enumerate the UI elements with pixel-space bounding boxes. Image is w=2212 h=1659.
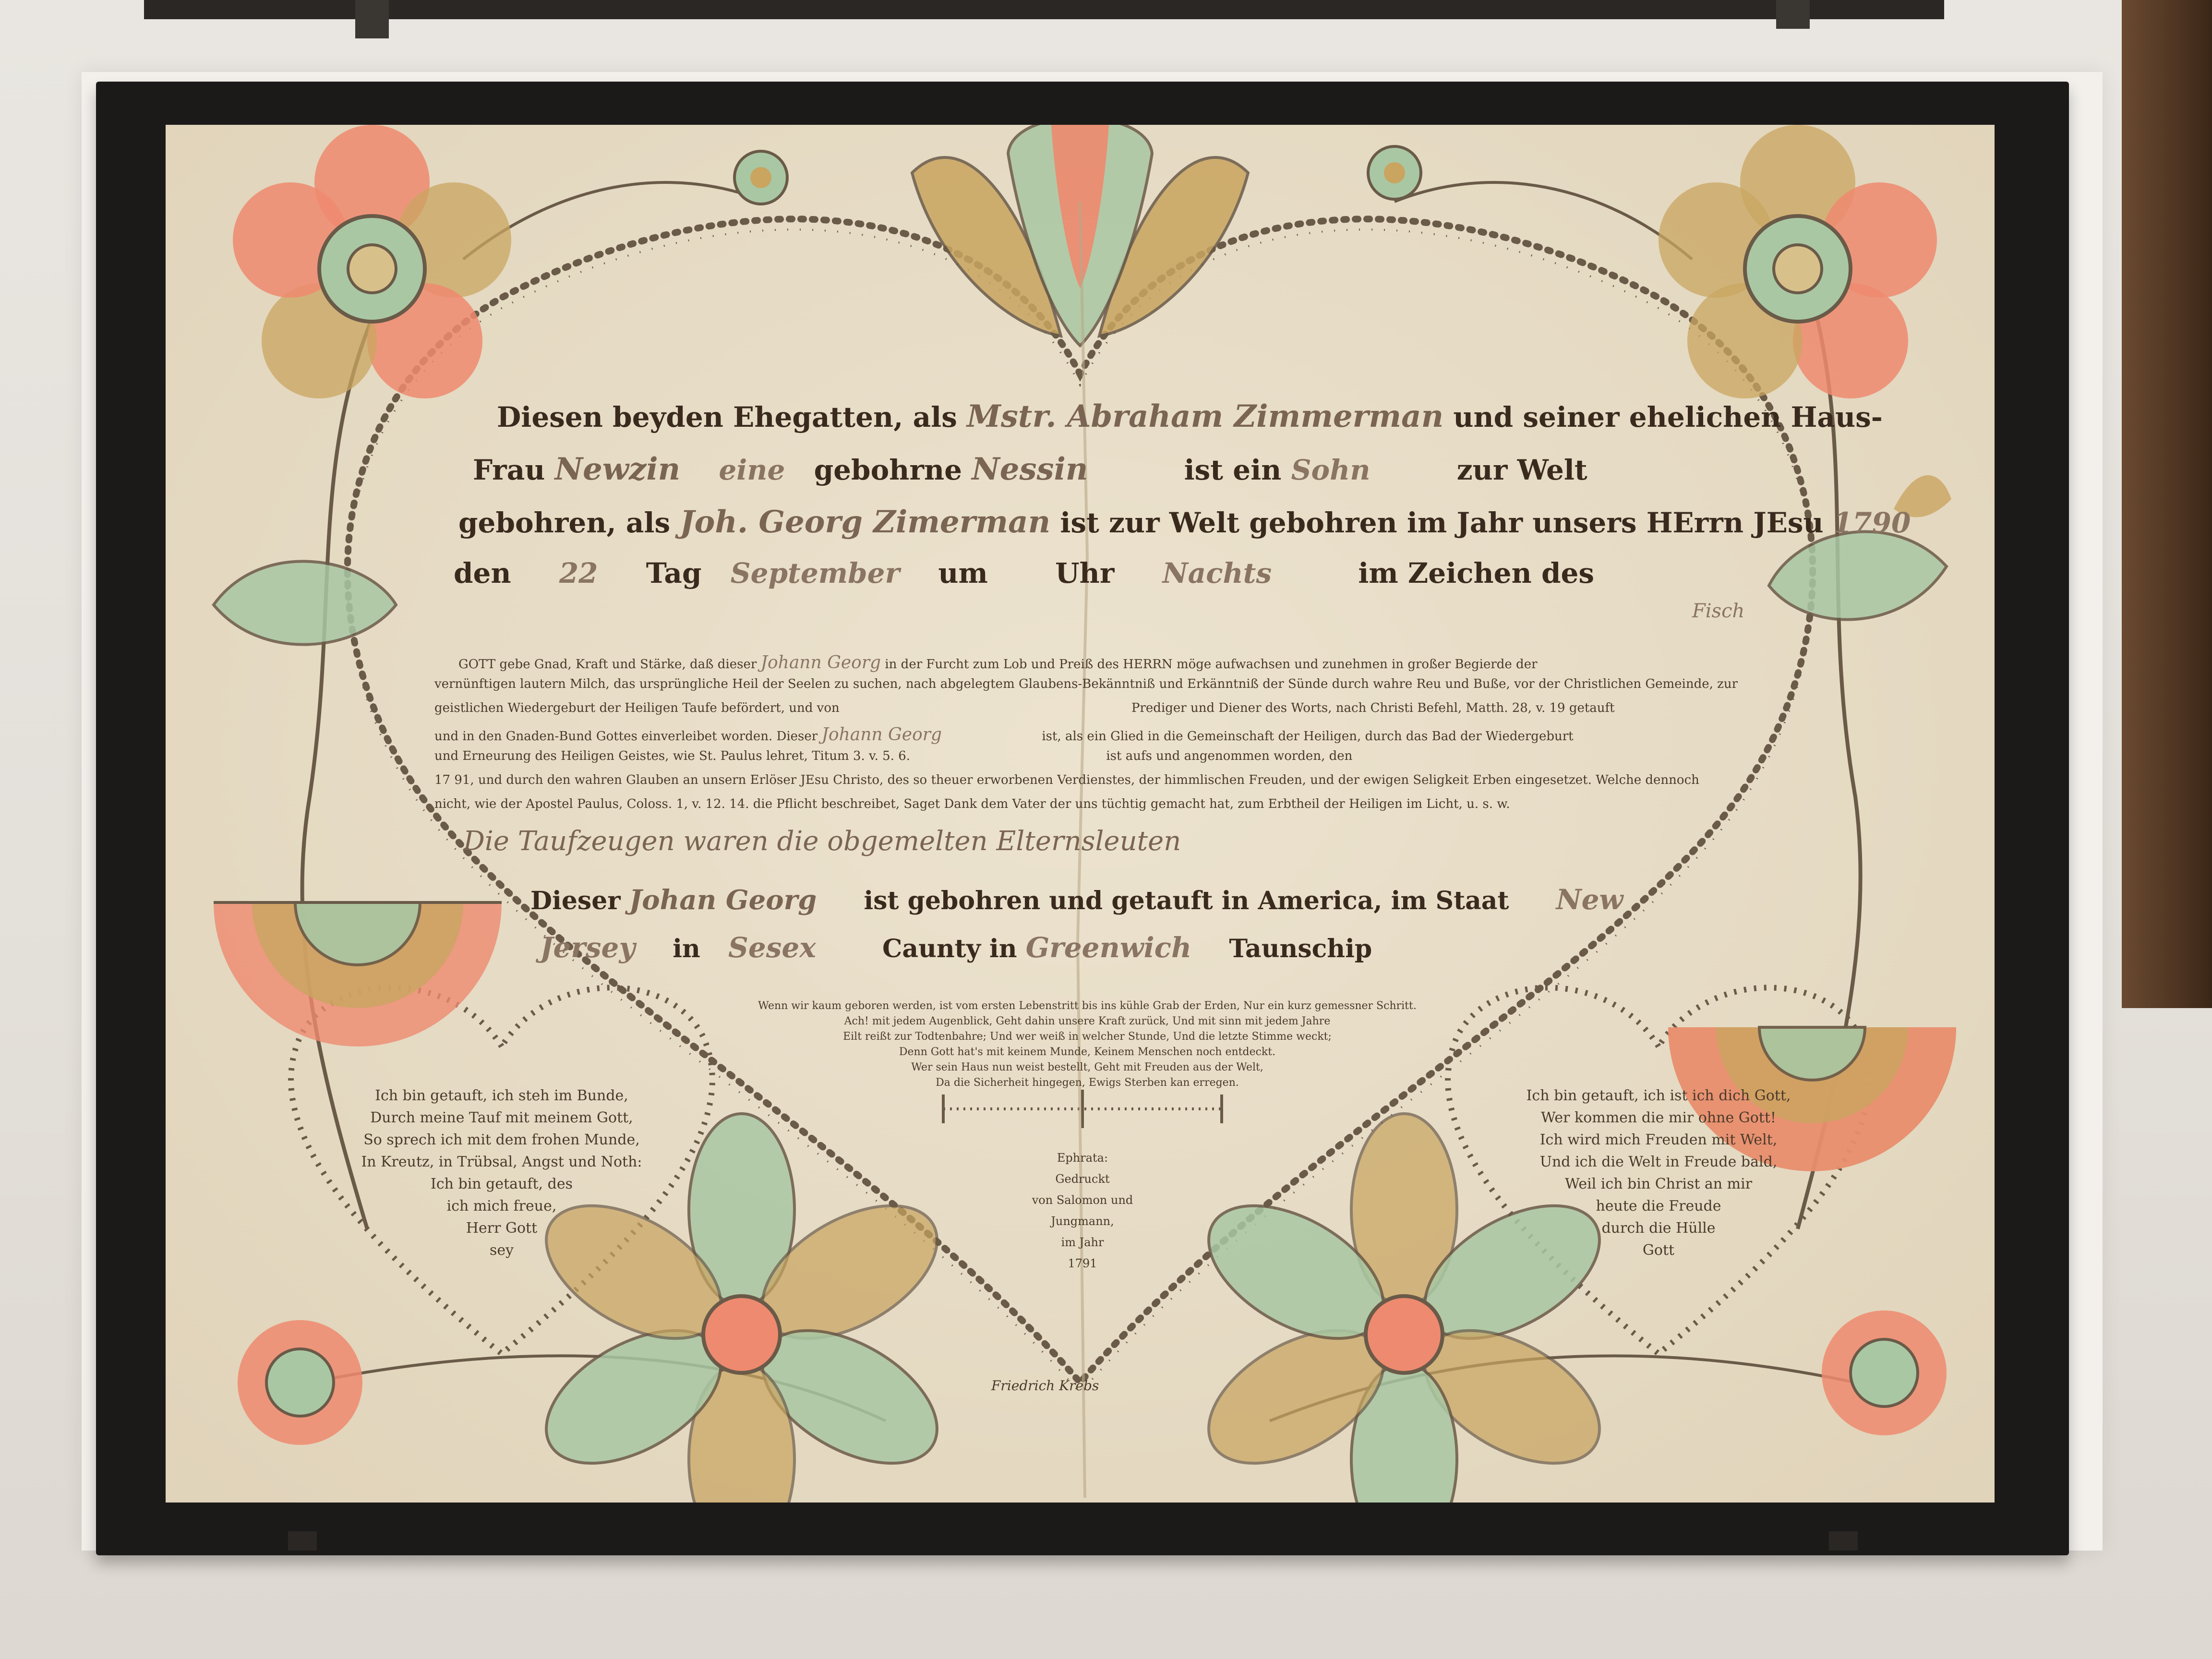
artist-signature: Friedrich Krebs [991,1378,1099,1394]
body-text: GOTT gebe Gnad, Kraft und Stärke, daß dieser Johann Georg in der Furcht zum Lob und Preiß des HERRN möge aufwachsen und zunehmen in großer Begierde der [458,653,1538,673]
body-text: 17 91, und durch den wahren Glauben an unsern Erlöser JEsu Christo, des so theuer erworbenen Verdienstes, der himmlischen Freuden, und der ewigen Seligkeit Erben eingesetzet. Welche dennoch [434,773,1699,787]
vine-top-right [1395,182,1692,259]
body-text: und Erneurung des Heiligen Geistes, wie St. Paulus lehret, Titum 3. v. 5. 6. ist aufs und angenommen worden, den [434,749,1353,763]
hanging-clip [355,0,389,38]
fan-flower-left [214,902,502,1046]
adjacent-frame-top [144,0,1944,19]
corner-flower-left [238,1320,362,1445]
right-heart-poem: Ich bin getauft, ich ist ich dich Gott, Wer kommen die mir ohne Gott! Ich wird mich Freuden mit Welt, Und ich die Welt in Freude bald, Weil ich bin Christ an mir heute die Freude durch die Hülle Gott [1526,1087,1791,1259]
leaf-left [214,561,396,644]
body-text: nicht, wie der Apostel Paulus, Coloss. 1, v. 12. 14. die Pflicht beschreibet, Saget Dank dem Vater der uns tüchtig gemacht hat, zum Erbtheil der Heiligen im Licht, u. s. w. [434,797,1510,811]
body-text: vernünftigen lautern Milch, das ursprüngliche Heil der Seelen zu suchen, nach abgelegtem Glaubens-Bekänntniß und Erkänntniß der Sünde durch wahre Reu und Buße, vor der Christlichen Gemeinde, zur [434,677,1738,691]
place-text: Jersey in Sesex Caunty in Greenwich Taunschip [540,931,1372,964]
leaf-right [1769,532,1947,620]
rosette-top-left [233,125,511,398]
heading-text: den 22 Tag September um Uhr Nachts im Zeichen des [454,557,1595,589]
hanging-clip [1776,0,1810,29]
frame-clip [1829,1531,1858,1551]
rosette-top-right [1659,125,1937,398]
body-text: und in den Gnaden-Bund Gottes einverleibet worden. Dieser Johann Georg ist, als ein Glied in die Gemeinschaft der Heiligen, durch das Bad der Wiedergeburt [434,725,1574,745]
sponsors-handwritten: Die Taufzeugen waren die obgemelten Elternsleuten [463,826,1181,857]
left-heart-poem: Ich bin getauft, ich steh im Bunde, Durch meine Tauf mit meinem Gott, So sprech ich mit dem frohen Munde, In Kreutz, in Trübsal, Angst und Noth: Ich bin getauft, des ich mich freue, Herr Gott sey [361,1087,642,1259]
body-text: geistlichen Wiedergeburt der Heiligen Taufe befördert, und von Prediger und Diener des Worts, nach Christi Befehl, Matth. 28, v. 19 getauft [434,701,1615,715]
frame-clip [288,1531,317,1551]
heading-text: Frau Newzin eine gebohrne Nessin ist ein Sohn zur Welt [473,451,1587,487]
fraktur-certificate [166,125,1995,1503]
heading-text: gebohren, als Joh. Georg Zimerman ist zur Welt gebohren im Jahr unsers HErrn JEsu 1790 [458,504,1911,540]
verse-block: Wenn wir kaum geboren werden, ist vom ersten Lebenstritt bis ins kühle Grab der Erden, Nur ein kurz gemessner Schritt. Ach! mit jedem Augenblick, Geht dahin unsere Kraft zurück, Und mit sinn mit jedem Jahre Eilt reißt zur Todtenbahre; Und wer weiß in welcher Stunde, Und die letzte Stimme weckt; Denn Gott hat's mit keinem Munde, Keinem Menschen noch entdeckt. Wer sein Haus nun weist bestellt, Geht mit Freuden aus der Welt, Da die Sicherheit hingegen, Ewigs Sterben kan erregen. [758,1000,1417,1089]
adjacent-frame-right [2122,0,2212,1008]
fraktur-illustration [166,125,1995,1503]
corner-flower-right [1822,1310,1947,1435]
handwritten-sign: Fisch [1692,600,1745,622]
place-text: Dieser Johan Georg ist gebohren und getauft in America, im Staat New [530,883,1623,916]
heading-text: Diesen beyden Ehegatten, als Mstr. Abraham Zimmerman und seiner ehelichen Haus- [497,398,1883,434]
printer-imprint: Ephrata: Gedruckt von Salomon und Jungmann, im Jahr 1791 [1032,1151,1133,1270]
